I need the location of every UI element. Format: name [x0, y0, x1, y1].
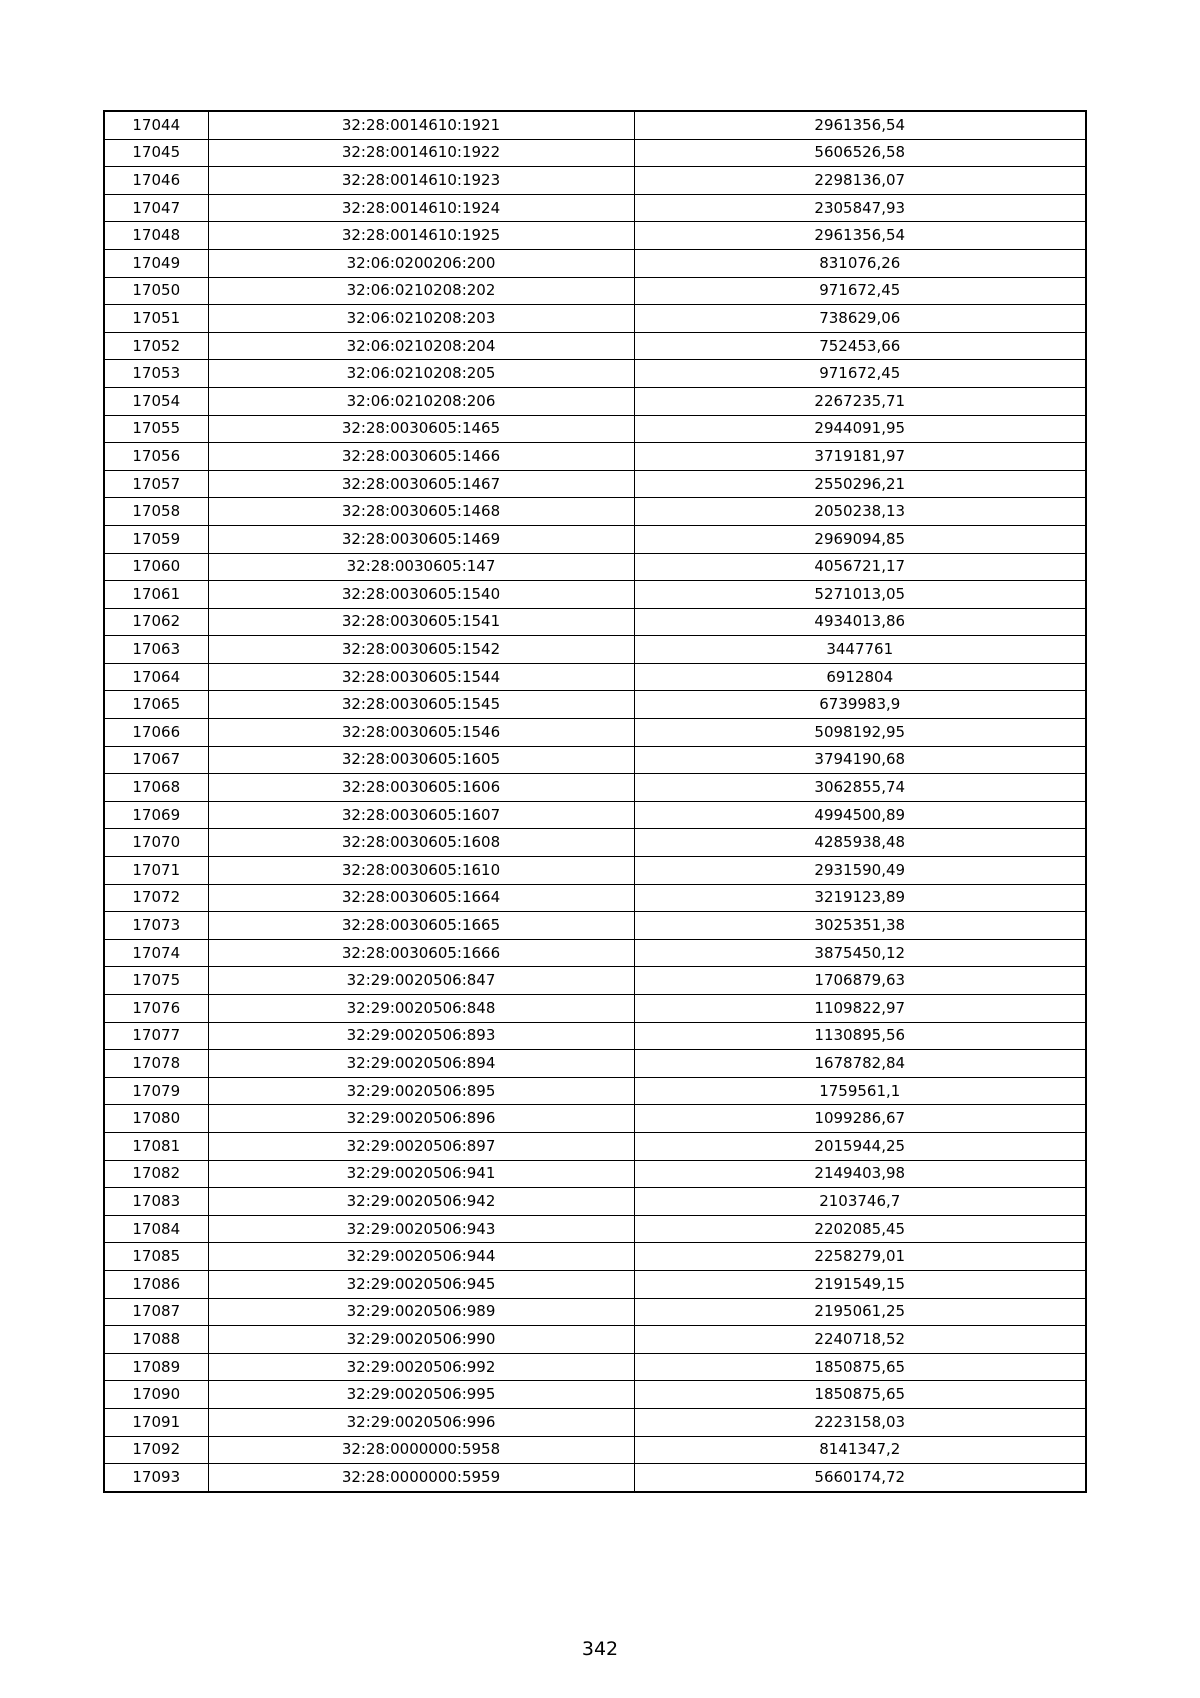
value-cell: 3875450,12	[634, 939, 1086, 967]
row-number-cell: 17057	[104, 470, 208, 498]
table-row	[104, 801, 1086, 829]
row-number-cell: 17062	[104, 608, 208, 636]
table-row	[104, 581, 1086, 609]
row-number-cell: 17046	[104, 167, 208, 195]
row-number-cell: 17091	[104, 1408, 208, 1436]
cadastral-number-cell: 32:28:0030605:1546	[208, 719, 634, 747]
row-number-cell: 17077	[104, 1022, 208, 1050]
row-number-cell: 17072	[104, 884, 208, 912]
table-row	[104, 1132, 1086, 1160]
table-row	[104, 470, 1086, 498]
row-number-cell: 17067	[104, 746, 208, 774]
value-cell: 2267235,71	[634, 387, 1086, 415]
table-row	[104, 857, 1086, 885]
cadastral-number-cell: 32:29:0020506:996	[208, 1408, 634, 1436]
cadastral-number-cell: 32:29:0020506:989	[208, 1298, 634, 1326]
value-cell: 2240718,52	[634, 1326, 1086, 1354]
value-cell: 971672,45	[634, 360, 1086, 388]
cadastral-number-cell: 32:06:0210208:204	[208, 332, 634, 360]
row-number-cell: 17083	[104, 1188, 208, 1216]
cadastral-number-cell: 32:29:0020506:941	[208, 1160, 634, 1188]
page-number: 342	[581, 1638, 619, 1660]
table-row	[104, 222, 1086, 250]
cadastral-number-cell: 32:28:0030605:1540	[208, 581, 634, 609]
table-row	[104, 1436, 1086, 1464]
cadastral-number-cell: 32:28:0030605:1465	[208, 415, 634, 443]
value-cell: 2298136,07	[634, 167, 1086, 195]
row-number-cell: 17074	[104, 939, 208, 967]
row-number-cell: 17084	[104, 1215, 208, 1243]
value-cell: 1850875,65	[634, 1353, 1086, 1381]
cadastral-number-cell: 32:06:0210208:203	[208, 305, 634, 333]
table-row	[104, 912, 1086, 940]
cadastral-number-cell: 32:29:0020506:945	[208, 1270, 634, 1298]
cadastral-number-cell: 32:28:0030605:1605	[208, 746, 634, 774]
table-row	[104, 498, 1086, 526]
cadastral-number-cell: 32:28:0030605:1541	[208, 608, 634, 636]
value-cell: 2202085,45	[634, 1215, 1086, 1243]
row-number-cell: 17059	[104, 525, 208, 553]
value-cell: 831076,26	[634, 249, 1086, 277]
cadastral-number-cell: 32:28:0014610:1924	[208, 194, 634, 222]
row-number-cell: 17053	[104, 360, 208, 388]
cadastral-number-cell: 32:28:0014610:1922	[208, 139, 634, 167]
value-cell: 2103746,7	[634, 1188, 1086, 1216]
table-row	[104, 443, 1086, 471]
row-number-cell: 17093	[104, 1464, 208, 1492]
row-number-cell: 17068	[104, 774, 208, 802]
table-row	[104, 1022, 1086, 1050]
row-number-cell: 17069	[104, 801, 208, 829]
row-number-cell: 17070	[104, 829, 208, 857]
row-number-cell: 17058	[104, 498, 208, 526]
row-number-cell: 17076	[104, 995, 208, 1023]
table-row	[104, 995, 1086, 1023]
row-number-cell: 17066	[104, 719, 208, 747]
table-row	[104, 829, 1086, 857]
value-cell: 4994500,89	[634, 801, 1086, 829]
value-cell: 2191549,15	[634, 1270, 1086, 1298]
value-cell: 1706879,63	[634, 967, 1086, 995]
value-cell: 2050238,13	[634, 498, 1086, 526]
row-number-cell: 17089	[104, 1353, 208, 1381]
value-cell: 2961356,54	[634, 222, 1086, 250]
row-number-cell: 17092	[104, 1436, 208, 1464]
cadastral-number-cell: 32:29:0020506:847	[208, 967, 634, 995]
table-row	[104, 663, 1086, 691]
cadastral-number-cell: 32:28:0014610:1923	[208, 167, 634, 195]
row-number-cell: 17056	[104, 443, 208, 471]
table-row	[104, 719, 1086, 747]
value-cell: 2223158,03	[634, 1408, 1086, 1436]
cadastral-number-cell: 32:29:0020506:893	[208, 1022, 634, 1050]
table-row	[104, 1381, 1086, 1409]
table-row	[104, 360, 1086, 388]
value-cell: 2015944,25	[634, 1132, 1086, 1160]
row-number-cell: 17081	[104, 1132, 208, 1160]
cadastral-number-cell: 32:06:0210208:205	[208, 360, 634, 388]
cadastral-number-cell: 32:29:0020506:943	[208, 1215, 634, 1243]
row-number-cell: 17078	[104, 1050, 208, 1078]
cadastral-value-table	[103, 110, 1087, 1493]
value-cell: 3447761	[634, 636, 1086, 664]
value-cell: 3219123,89	[634, 884, 1086, 912]
cadastral-number-cell: 32:29:0020506:995	[208, 1381, 634, 1409]
table-row	[104, 691, 1086, 719]
row-number-cell: 17080	[104, 1105, 208, 1133]
row-number-cell: 17071	[104, 857, 208, 885]
value-cell: 3062855,74	[634, 774, 1086, 802]
table-row	[104, 525, 1086, 553]
cadastral-number-cell: 32:28:0030605:1607	[208, 801, 634, 829]
value-cell: 2931590,49	[634, 857, 1086, 885]
cadastral-number-cell: 32:28:0030605:1469	[208, 525, 634, 553]
cadastral-number-cell: 32:29:0020506:990	[208, 1326, 634, 1354]
value-cell: 2550296,21	[634, 470, 1086, 498]
value-cell: 738629,06	[634, 305, 1086, 333]
value-cell: 5606526,58	[634, 139, 1086, 167]
row-number-cell: 17044	[104, 111, 208, 139]
value-cell: 1678782,84	[634, 1050, 1086, 1078]
cadastral-number-cell: 32:06:0210208:206	[208, 387, 634, 415]
row-number-cell: 17065	[104, 691, 208, 719]
row-number-cell: 17087	[104, 1298, 208, 1326]
row-number-cell: 17047	[104, 194, 208, 222]
value-cell: 8141347,2	[634, 1436, 1086, 1464]
value-cell: 4056721,17	[634, 553, 1086, 581]
row-number-cell: 17045	[104, 139, 208, 167]
row-number-cell: 17054	[104, 387, 208, 415]
cadastral-number-cell: 32:06:0210208:202	[208, 277, 634, 305]
cadastral-number-cell: 32:29:0020506:848	[208, 995, 634, 1023]
cadastral-number-cell: 32:29:0020506:895	[208, 1077, 634, 1105]
cadastral-number-cell: 32:28:0014610:1921	[208, 111, 634, 139]
table-row	[104, 277, 1086, 305]
cadastral-number-cell: 32:29:0020506:944	[208, 1243, 634, 1271]
row-number-cell: 17082	[104, 1160, 208, 1188]
value-cell: 4934013,86	[634, 608, 1086, 636]
table-row	[104, 249, 1086, 277]
value-cell: 971672,45	[634, 277, 1086, 305]
table-row	[104, 1050, 1086, 1078]
table-row	[104, 608, 1086, 636]
cadastral-number-cell: 32:28:0000000:5959	[208, 1464, 634, 1492]
table-row	[104, 1408, 1086, 1436]
cadastral-number-cell: 32:29:0020506:896	[208, 1105, 634, 1133]
value-cell: 3025351,38	[634, 912, 1086, 940]
value-cell: 2149403,98	[634, 1160, 1086, 1188]
value-cell: 1850875,65	[634, 1381, 1086, 1409]
cadastral-number-cell: 32:28:0030605:1606	[208, 774, 634, 802]
row-number-cell: 17049	[104, 249, 208, 277]
value-cell: 5098192,95	[634, 719, 1086, 747]
table-row	[104, 194, 1086, 222]
row-number-cell: 17050	[104, 277, 208, 305]
table-row	[104, 1243, 1086, 1271]
row-number-cell: 17090	[104, 1381, 208, 1409]
value-cell: 6739983,9	[634, 691, 1086, 719]
value-cell: 2195061,25	[634, 1298, 1086, 1326]
value-cell: 3794190,68	[634, 746, 1086, 774]
cadastral-number-cell: 32:28:0030605:1466	[208, 443, 634, 471]
value-cell: 752453,66	[634, 332, 1086, 360]
table-row	[104, 111, 1086, 139]
table-row	[104, 1270, 1086, 1298]
table-row	[104, 636, 1086, 664]
row-number-cell: 17048	[104, 222, 208, 250]
table-row	[104, 884, 1086, 912]
cadastral-number-cell: 32:28:0030605:1467	[208, 470, 634, 498]
table-row	[104, 1353, 1086, 1381]
table-row	[104, 1215, 1086, 1243]
cadastral-number-cell: 32:29:0020506:992	[208, 1353, 634, 1381]
row-number-cell: 17051	[104, 305, 208, 333]
cadastral-number-cell: 32:06:0200206:200	[208, 249, 634, 277]
table-row	[104, 167, 1086, 195]
table-row	[104, 1188, 1086, 1216]
table-row	[104, 774, 1086, 802]
row-number-cell: 17060	[104, 553, 208, 581]
row-number-cell: 17085	[104, 1243, 208, 1271]
row-number-cell: 17061	[104, 581, 208, 609]
value-cell: 1759561,1	[634, 1077, 1086, 1105]
cadastral-number-cell: 32:29:0020506:894	[208, 1050, 634, 1078]
cadastral-number-cell: 32:28:0030605:1665	[208, 912, 634, 940]
row-number-cell: 17088	[104, 1326, 208, 1354]
table-row	[104, 939, 1086, 967]
value-cell: 4285938,48	[634, 829, 1086, 857]
cadastral-number-cell: 32:29:0020506:942	[208, 1188, 634, 1216]
value-cell: 5271013,05	[634, 581, 1086, 609]
cadastral-number-cell: 32:28:0000000:5958	[208, 1436, 634, 1464]
row-number-cell: 17086	[104, 1270, 208, 1298]
row-number-cell: 17073	[104, 912, 208, 940]
cadastral-number-cell: 32:28:0030605:1544	[208, 663, 634, 691]
value-cell: 1130895,56	[634, 1022, 1086, 1050]
value-cell: 2961356,54	[634, 111, 1086, 139]
table-row	[104, 387, 1086, 415]
cadastral-number-cell: 32:28:0030605:1666	[208, 939, 634, 967]
row-number-cell: 17052	[104, 332, 208, 360]
table-row	[104, 746, 1086, 774]
cadastral-number-cell: 32:28:0030605:1545	[208, 691, 634, 719]
table-row	[104, 139, 1086, 167]
table-row	[104, 415, 1086, 443]
value-cell: 2969094,85	[634, 525, 1086, 553]
cadastral-number-cell: 32:28:0030605:1610	[208, 857, 634, 885]
table-row	[104, 1326, 1086, 1354]
cadastral-number-cell: 32:28:0030605:1608	[208, 829, 634, 857]
row-number-cell: 17075	[104, 967, 208, 995]
value-cell: 5660174,72	[634, 1464, 1086, 1492]
value-cell: 1109822,97	[634, 995, 1086, 1023]
table-row	[104, 305, 1086, 333]
table-row	[104, 1298, 1086, 1326]
table-row	[104, 332, 1086, 360]
value-cell: 2305847,93	[634, 194, 1086, 222]
row-number-cell: 17063	[104, 636, 208, 664]
value-cell: 3719181,97	[634, 443, 1086, 471]
table-body	[104, 111, 1086, 1492]
row-number-cell: 17055	[104, 415, 208, 443]
value-cell: 2944091,95	[634, 415, 1086, 443]
row-number-cell: 17079	[104, 1077, 208, 1105]
table-row	[104, 1105, 1086, 1133]
cadastral-number-cell: 32:28:0030605:1664	[208, 884, 634, 912]
cadastral-number-cell: 32:28:0030605:147	[208, 553, 634, 581]
value-cell: 1099286,67	[634, 1105, 1086, 1133]
table-row	[104, 553, 1086, 581]
table-row	[104, 1077, 1086, 1105]
value-cell: 2258279,01	[634, 1243, 1086, 1271]
cadastral-number-cell: 32:28:0030605:1542	[208, 636, 634, 664]
cadastral-number-cell: 32:28:0030605:1468	[208, 498, 634, 526]
table-row	[104, 967, 1086, 995]
cadastral-number-cell: 32:29:0020506:897	[208, 1132, 634, 1160]
table-row	[104, 1464, 1086, 1492]
table-row	[104, 1160, 1086, 1188]
cadastral-number-cell: 32:28:0014610:1925	[208, 222, 634, 250]
row-number-cell: 17064	[104, 663, 208, 691]
value-cell: 6912804	[634, 663, 1086, 691]
